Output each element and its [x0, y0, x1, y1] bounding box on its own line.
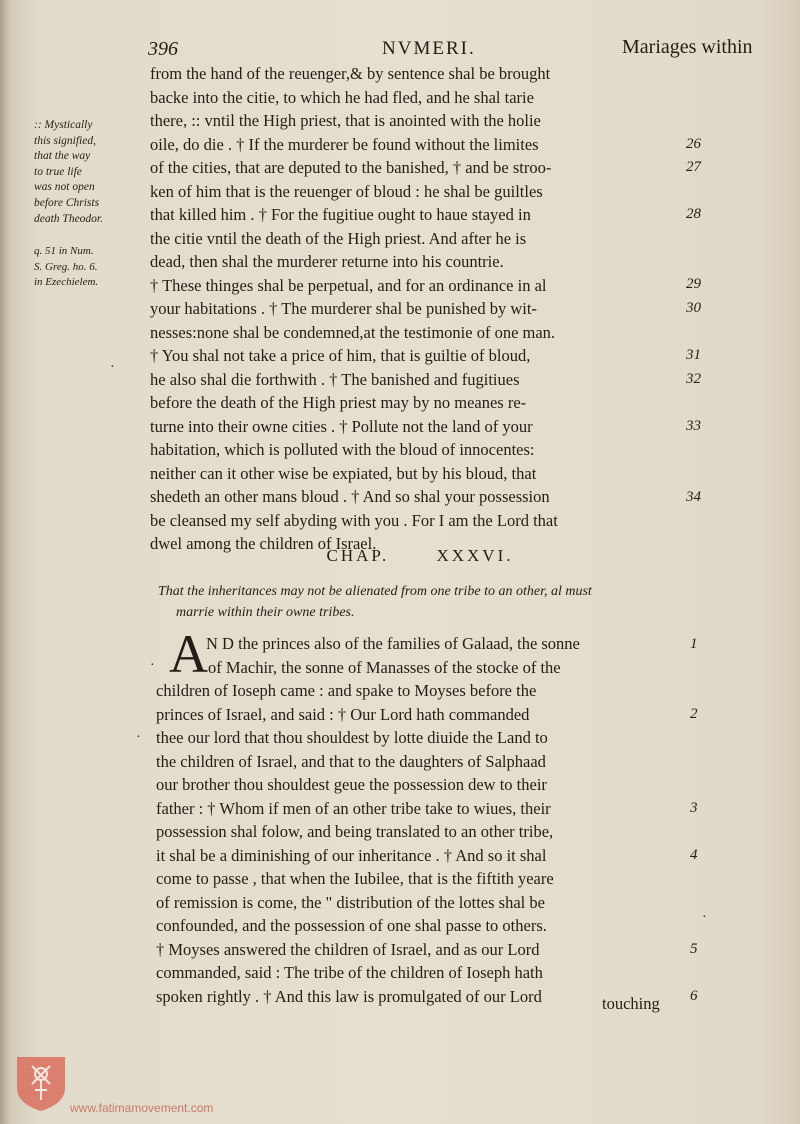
text-line: commanded, said : The tribe of the children of Ioseph hath — [156, 963, 543, 982]
margin-note-line: that the way — [34, 150, 91, 163]
verse-number: 3 — [690, 800, 698, 816]
chapter-numeral: XXXVI. — [436, 546, 514, 565]
text-line: shedeth an other mans bloud . † And so shal your possession — [150, 487, 550, 506]
margin-ref-line: S. Greg. ho. 6. — [34, 260, 98, 273]
drop-cap: A — [169, 624, 208, 684]
site-logo-icon — [14, 1054, 68, 1112]
margin-note-line: before Christs — [34, 196, 100, 209]
catchword: touching — [602, 994, 660, 1013]
text-line: thee our lord that thou shouldest by lotte diuide the Land to — [156, 728, 548, 747]
verse-number: 34 — [686, 489, 701, 505]
verse-number: 27 — [686, 159, 701, 175]
text-line: there, :: vntil the High priest, that is anointed with the holie — [150, 111, 541, 130]
text-line: oile, do die . † If the murderer be found without the limites — [150, 134, 539, 154]
text-line: children of Ioseph came : and spake to Moyses before the — [156, 681, 537, 700]
verse-number: 32 — [686, 371, 701, 387]
verse-number: 31 — [686, 347, 701, 363]
text-line: possession shal folow, and being translated to an other tribe, — [156, 822, 554, 841]
chapter-heading — [0, 546, 800, 566]
text-line: confounded, and the possession of one shal passe to others. — [156, 916, 547, 935]
text-line: neither can it other wise be expiated, but by his bloud, that — [150, 463, 537, 483]
margin-ref-line: q. 51 in Num. — [34, 245, 94, 257]
verse-number: 30 — [686, 300, 701, 316]
text-line: the citie vntil the death of the High priest. And after he is — [150, 228, 527, 248]
verse-number: 33 — [686, 418, 701, 434]
running-title: NVMERI. — [382, 38, 476, 59]
margin-note-line: this signified, — [34, 134, 96, 147]
margin-mark: · — [150, 658, 155, 673]
verse-number: 26 — [686, 136, 701, 152]
text-line: N D the princes also of the families of Galaad, the sonne — [206, 634, 580, 653]
margin-note-line: to true life — [34, 165, 82, 178]
text-line: your habitations . † The murderer shal be punished by wit- — [150, 299, 537, 318]
margin-mark: · — [702, 910, 707, 925]
text-line: habitation, which is polluted with the bloud of innocentes: — [150, 440, 535, 459]
text-line: † Moyses answered the children of Israel, and as our Lord — [156, 939, 540, 959]
chapter-argument — [158, 581, 718, 623]
text-line: it shal be a diminishing of our inheritance . † And so it shal — [156, 845, 547, 865]
text-line: that killed him . † For the fugitiue ought to haue stayed in — [150, 205, 531, 224]
margin-mark: · — [110, 360, 115, 375]
text-line: † You shal not take a price of him, that is guiltie of bloud, — [150, 346, 531, 365]
text-line: ken of him that is the reuenger of bloud : he shal be guiltles — [150, 181, 543, 201]
margin-note-line: was not open — [34, 181, 95, 194]
verse-number: 1 — [690, 636, 698, 652]
text-line: he also shal die forthwith . † The banished and fugitiues — [150, 369, 520, 389]
text-line: from the hand of the reuenger,& by sentence shal be brought — [150, 64, 551, 83]
margin-references — [34, 244, 152, 291]
argument-line: That the inheritances may not be alienated from one tribe to an other, al must — [158, 584, 592, 599]
margin-note-line: :: Mystically — [34, 119, 93, 131]
text-line: dead, then shal the murderer returne into his countrie. — [150, 252, 504, 271]
text-line: our brother thou shouldest geue the possession dew to their — [156, 775, 547, 794]
text-line: father : † Whom if men of an other tribe take to wiues, their — [156, 798, 551, 818]
page-number: 396 — [148, 38, 178, 60]
text-line: the children of Israel, and that to the daughters of Salphaad — [156, 751, 546, 771]
text-line: of remission is come, the " distribution of the lottes shal be — [156, 892, 545, 912]
verse-number: 5 — [690, 941, 698, 957]
page-header — [0, 34, 800, 64]
running-head: Mariages within — [622, 36, 753, 58]
text-line: be cleansed my self abyding with you . For I am the Lord that — [150, 510, 558, 530]
text-line: of the cities, that are deputed to the banished, † and be stroo- — [150, 158, 552, 177]
margin-mark: · — [136, 730, 141, 745]
verse-number: 28 — [686, 206, 701, 222]
verse-number: 4 — [690, 847, 698, 863]
text-line: backe into the citie, to which he had fled, and he shal tarie — [150, 87, 534, 107]
chapter-prefix: CHAP. — [326, 546, 390, 565]
text-line: princes of Israel, and said : † Our Lord hath commanded — [156, 704, 530, 724]
text-line: turne into their owne cities . † Pollute not the land of your — [150, 416, 533, 436]
verse-number: 29 — [686, 276, 701, 292]
margin-note-line: death Theodor. — [34, 212, 103, 225]
margin-annotation — [34, 118, 152, 227]
text-line: spoken rightly . † And this law is promulgated of our Lord — [156, 986, 542, 1006]
text-line: † These thinges shal be perpetual, and for an ordinance in al — [150, 275, 547, 295]
text-line: nesses:none shal be condemned,at the testimonie of one man. — [150, 322, 556, 342]
watermark-url: www.fatimamovement.com — [70, 1101, 214, 1115]
margin-ref-line: in Ezechielem. — [34, 276, 99, 289]
text-line: before the death of the High priest may by no meanes re- — [150, 393, 527, 412]
text-line: of Machir, the sonne of Manasses of the stocke of the — [208, 657, 561, 677]
verse-number: 2 — [690, 706, 698, 722]
verse-number: 6 — [690, 988, 698, 1004]
text-line: dwel among the children of Israel. — [150, 534, 377, 553]
text-line: come to passe , that when the Iubilee, that is the fiftith yeare — [156, 869, 554, 888]
argument-line: marrie within their owne tribes. — [176, 605, 355, 620]
